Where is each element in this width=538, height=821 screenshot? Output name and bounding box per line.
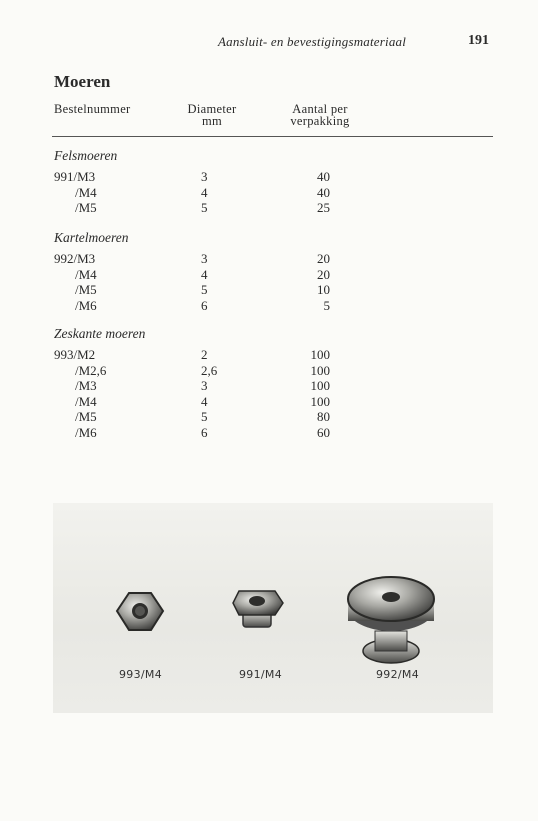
order-number-cell: /M4 (75, 184, 97, 200)
quantity-cell: 100 (310, 347, 330, 362)
column-header-diameter-line2: mm (201, 114, 223, 128)
group-title: Zeskante moeren (54, 326, 146, 341)
column-header-diameter (180, 103, 244, 127)
header-rule (52, 136, 493, 137)
diameter-cell: 2 (201, 347, 208, 362)
product-photo (53, 503, 493, 713)
column-header-order: Bestelnummer (54, 102, 131, 116)
photo-label-991: 991/M4 (239, 668, 282, 681)
quantity-cell: 5 (323, 297, 330, 313)
photo-label-992: 992/M4 (376, 668, 419, 681)
order-number-cell: /M5 (75, 409, 97, 424)
quantity-cell: 100 (310, 362, 330, 378)
diameter-cell: 4 (201, 266, 208, 282)
order-number-cell: /M4 (75, 393, 97, 409)
order-number-cell: /M5 (75, 282, 97, 297)
diameter-cell: 3 (201, 251, 208, 266)
section-title: Moeren (54, 72, 111, 91)
column-header-quantity-line2: verpakking (290, 114, 350, 128)
order-number-cell: /M2,6 (75, 362, 107, 378)
quantity-cell: 60 (317, 424, 330, 440)
running-header-title: Aansluit- en bevestigingsmateriaal (218, 34, 407, 49)
column-header-diameter-line1: Diameter (187, 102, 237, 116)
quantity-cell: 80 (317, 409, 330, 424)
diameter-cell: 5 (201, 409, 208, 424)
quantity-cell: 100 (310, 378, 330, 393)
diameter-cell: 5 (201, 200, 208, 215)
column-header-quantity-line1: Aantal per (292, 102, 348, 116)
photo-label-993: 993/M4 (119, 668, 162, 681)
quantity-cell: 20 (317, 266, 330, 282)
hex-nut-icon (117, 593, 163, 630)
order-number-cell: 993/M2 (54, 347, 96, 362)
flange-nut-icon (233, 591, 283, 627)
knurled-nut-icon (348, 577, 434, 663)
quantity-cell: 10 (317, 282, 330, 297)
diameter-cell: 4 (201, 184, 208, 200)
diameter-cell: 2,6 (201, 362, 218, 378)
quantity-cell: 40 (317, 184, 330, 200)
quantity-cell: 100 (310, 393, 330, 409)
order-number-cell: /M6 (75, 297, 97, 313)
order-number-cell: /M6 (75, 424, 97, 440)
diameter-cell: 3 (201, 378, 208, 393)
column-header-quantity (266, 103, 374, 127)
group-title: Kartelmoeren (54, 230, 129, 245)
order-number-cell: 992/M3 (54, 251, 96, 266)
diameter-cell: 6 (201, 424, 208, 440)
diameter-cell: 5 (201, 282, 208, 297)
quantity-cell: 20 (317, 251, 330, 266)
quantity-cell: 40 (317, 169, 330, 184)
page-number: 191 (468, 33, 489, 48)
order-number-cell: 991/M3 (54, 169, 96, 184)
group-title: Felsmoeren (54, 148, 118, 163)
diameter-cell: 4 (201, 393, 208, 409)
diameter-cell: 6 (201, 297, 208, 313)
diameter-cell: 3 (201, 169, 208, 184)
quantity-cell: 25 (317, 200, 330, 215)
order-number-cell: /M5 (75, 200, 97, 215)
nuts-illustration (53, 503, 493, 713)
order-number-cell: /M4 (75, 266, 97, 282)
order-number-cell: /M3 (75, 378, 97, 393)
